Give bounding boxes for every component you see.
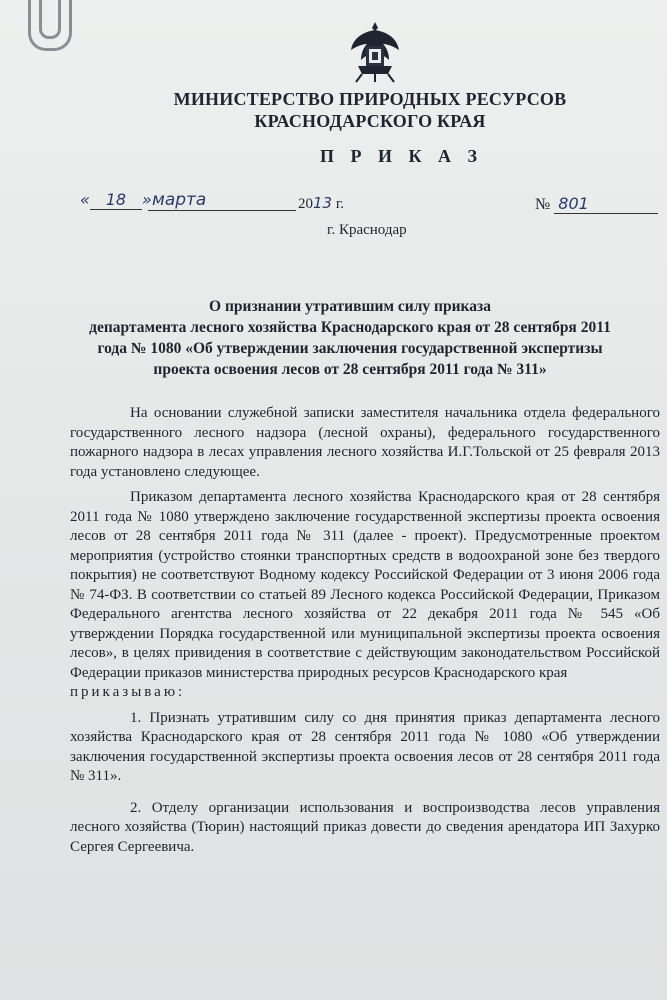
order-item-2: 2. Отделу организации использования и воспроизводства лесов управления лесного хозяйства (Тюрин) настоящий приказ довести до сведения арендатора ИП Захурко Сергея Сергеевича. [70,799,660,855]
order-year [298,194,344,213]
document-type-title: П Р И К А З [320,146,484,166]
ministry-line-2: КРАСНОДАРСКОГО КРАЯ [254,111,486,131]
order-number [535,194,658,214]
day-close-quote: » [141,190,152,209]
day-value: 18 [90,190,142,210]
date-number-row [80,190,660,220]
decree-word: приказываю: [70,684,186,700]
order-subject [70,296,630,380]
paragraph-findings: Приказом департамента лесного хозяйства Краснодарского края от 28 сентября 2011 года № 1080 утверждено заключение государственной экспертизы проекта освоения лесов от 28 сентября 2011 года № 311 (далее - проект). Предусмотренные проектом мероприятия (устройство стоянки транспортных средств в водоохраной зоне без твердого покрытия) не соответствуют Водному кодексу Российской Федерации от 3 июня 2006 года № 74-ФЗ. В соответствии со статьей 89 Лесного кодекса Российской Федерации, Приказом Федерального агентства лесного хозяйства от 22 декабря 2011 года № 545 «Об утверждении Порядка государственной или муниципальной экспертизы проекта освоения лесов», в целях привидения в соответствие с действующим законодательством Российской Федерации приказов министерства природных ресурсов Краснодарского края [70,489,660,681]
paper-clip [28,0,72,51]
order-body [70,404,660,857]
ministry-name [160,88,580,132]
order-day [80,190,152,210]
paragraph-basis: На основании служебной записки заместителя начальника отдела федерального государственного лесного надзора (лесной охраны), федерального государственного пожарного надзора в лесах управления лесного хозяйства И.Г.Тольской от 25 февраля 2013 года установлено следующее. [70,405,660,480]
ministry-line-1: МИНИСТЕРСТВО ПРИРОДНЫХ РЕСУРСОВ [173,89,567,109]
subject-line-2: департамента лесного хозяйства Краснодарского края от 28 сентября 2011 [89,319,611,336]
year-prefix: 20 [298,196,313,212]
city-name: г. Краснодар [327,222,407,238]
year-suffix: 13 [313,194,333,212]
day-open-quote: « [80,190,90,209]
order-month: марта [148,190,296,211]
coat-of-arms-emblem [348,20,402,84]
subject-line-3: года № 1080 «Об утверждении заключения государственной экспертизы [97,340,603,357]
number-label: № [535,196,551,213]
year-unit: г. [332,196,345,212]
subject-line-1: О признании утратившим силу приказа [209,298,491,315]
number-value: 801 [554,194,658,214]
order-item-1: 1. Признать утратившим силу со дня принятия приказ департамента лесного хозяйства Краснодарского края от 28 сентября 2011 года № 1080 «Об утверждении заключения государственной экспертизы проекта освоения лесов от 28 сентября 2011 года № 311». [70,709,660,784]
subject-line-4: проекта освоения лесов от 28 сентября 2011 года № 311» [153,361,547,378]
